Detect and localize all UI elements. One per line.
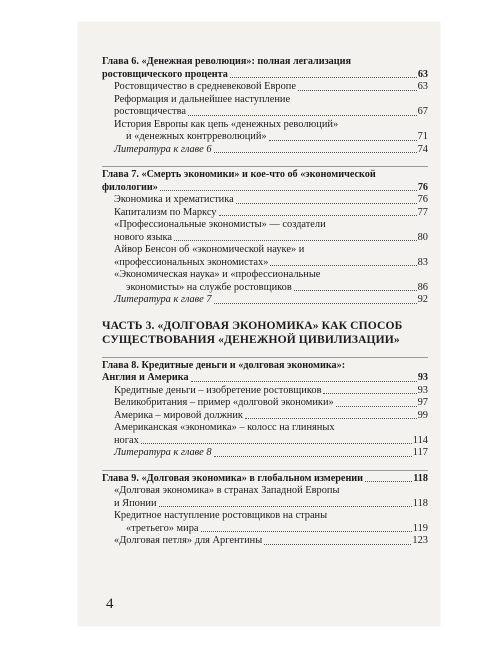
list-item: «Профессиональные экономисты» — создатели	[114, 219, 326, 230]
list-item: Литература к главе 8 117	[114, 447, 428, 458]
list-item-cont: и Японии 118	[114, 497, 428, 509]
list-item: «Долговая петля» для Аргентины 123	[114, 535, 428, 546]
list-item-cont: «третьего» мира 119	[126, 522, 428, 534]
chapter-9	[102, 470, 428, 548]
list-item: Экономика и хрематистика 76	[114, 194, 428, 205]
chapter-7	[102, 166, 428, 307]
chapter-8-heading-line: Англия и Америка 93	[102, 372, 428, 383]
table-of-contents	[102, 56, 428, 548]
list-item: Литература к главе 6 74	[114, 143, 428, 155]
chapter-6	[102, 56, 428, 156]
chapter-7-heading-line: филологии» 76	[102, 181, 428, 193]
chapter-8-heading: Глава 8. Кредитные деньги и «долговая экономика»:	[102, 359, 346, 371]
list-item: Великобритания – пример «долговой экономики» 97	[114, 397, 428, 408]
part-3-title: ЧАСТЬ 3. «ДОЛГОВАЯ ЭКОНОМИКА» КАК СПОСОБ СУЩЕСТВОВАНИЯ «ДЕНЕЖНОЙ ЦИВИЛИЗАЦИИ»	[102, 318, 403, 346]
list-item: Ростовщичество в средневековой Европе 63	[114, 81, 428, 92]
list-item: Америка – мировой должник 99	[114, 409, 428, 421]
list-item-cont: экономисты» на службе ростовщиков 86	[126, 281, 428, 293]
chapter-6-heading-line: ростовщического процента 63	[102, 68, 428, 80]
list-item: Литература к главе 7 92	[114, 294, 428, 305]
list-item: Капитализм по Марксу 77	[114, 206, 428, 218]
list-item: «Долговая экономика» в странах Западной Европы	[114, 485, 340, 496]
list-item: «Экономическая наука» и «профессиональные	[114, 269, 321, 280]
chapter-9-heading: Глава 9. «Долговая экономика» в глобальном измерении 118	[102, 472, 428, 484]
list-item-cont: ногах 114	[114, 434, 428, 446]
book-page	[78, 22, 440, 626]
list-item: Кредитное наступление ростовщиков на страны	[114, 510, 328, 521]
list-item: Американская «экономика» – колосс на глиняных	[114, 422, 335, 433]
list-item-cont: «профессиональных экономистах» 83	[114, 256, 428, 268]
list-item-cont: и «денежных контрреволюций» 71	[126, 131, 428, 142]
list-item: История Европы как цепь «денежных революций»	[114, 118, 339, 130]
chapter-7-heading: Глава 7. «Смерть экономики» и кое-что об «экономической	[102, 169, 376, 180]
list-item: Айвор Бенсон об «экономической науке» и	[114, 244, 305, 255]
page-number: 4	[106, 596, 114, 612]
list-item: Реформация и дальнейшее наступление	[114, 93, 291, 105]
list-item-cont: нового языка 80	[114, 231, 428, 243]
chapter-8	[102, 357, 428, 460]
list-item-cont: ростовщичества 67	[114, 106, 428, 117]
list-item: Кредитные деньги – изобретение ростовщиков 93	[114, 384, 428, 396]
chapter-6-heading: Глава 6. «Денежная революция»: полная легализация	[102, 56, 352, 67]
